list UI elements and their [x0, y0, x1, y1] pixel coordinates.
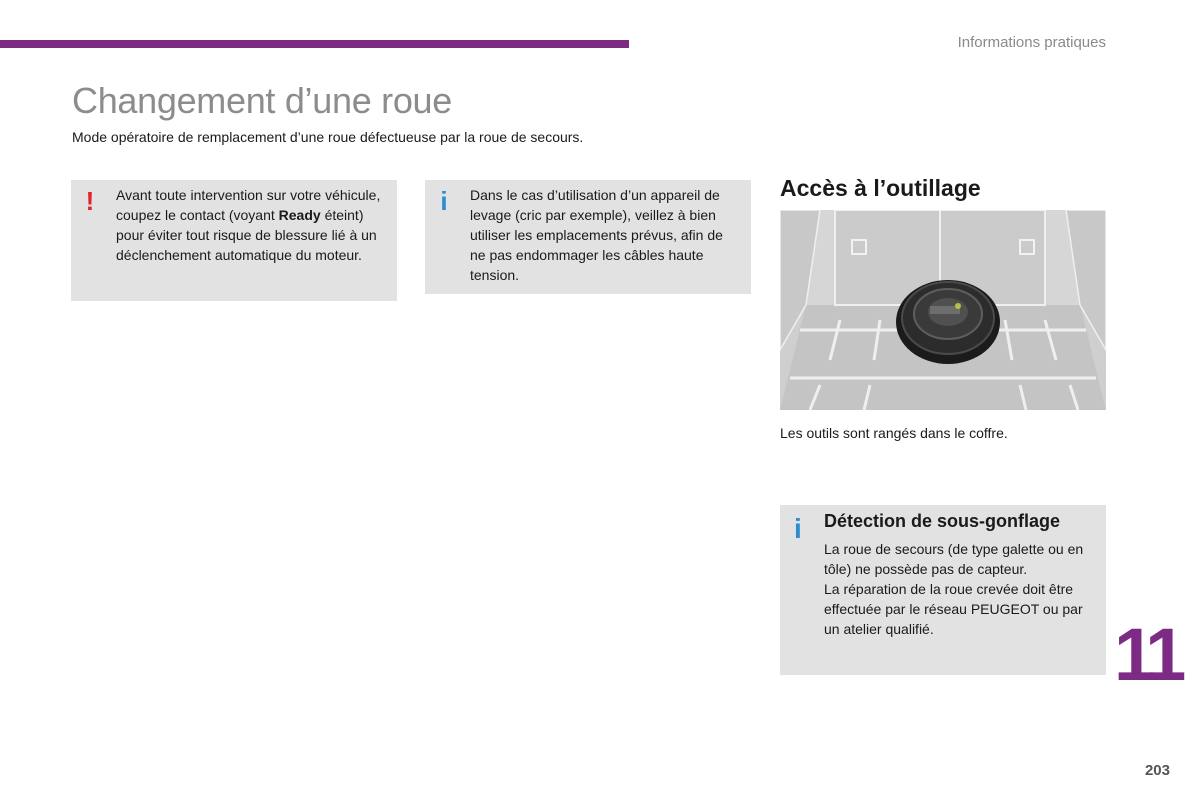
- section-label: Informations pratiques: [957, 34, 1106, 51]
- warning-text: Avant toute intervention sur votre véhicule, coupez le contact (voyant Ready éteint) pour éviter tout risque de blessure lié à un déclenchement automatique du moteur.: [116, 187, 381, 263]
- info-notice: [425, 180, 751, 294]
- underinflation-info-box: [780, 505, 1106, 675]
- info-text: Dans le cas d’utilisation d’un appareil de levage (cric par exemple), veillez à bien utiliser les emplacements prévus, afin de ne pas endommager les câbles haute tension.: [470, 187, 723, 283]
- trunk-spare-wheel-drawing: [780, 210, 1106, 410]
- warning-notice: [71, 180, 397, 301]
- page-number: 203: [1144, 762, 1170, 779]
- exclamation-icon: !: [85, 186, 95, 216]
- tools-caption: Les outils sont rangés dans le coffre.: [780, 425, 1008, 441]
- ready-keyword: Ready: [278, 207, 321, 223]
- tools-heading: Accès à l’outillage: [780, 175, 981, 201]
- underinflation-body: La roue de secours (de type galette ou en tôle) ne possède pas de capteur. La réparation de la roue crevée doit être effectuée par le réseau PEUGEOT ou par un atelier qualifié.: [824, 541, 1084, 637]
- info-icon: i: [794, 513, 802, 544]
- header-accent-bar: [0, 40, 629, 48]
- page-subtitle: Mode opératoire de remplacement d’une roue défectueuse par la roue de secours.: [72, 129, 584, 145]
- page-title: Changement d’une roue: [72, 80, 452, 121]
- underinflation-title: Détection de sous-gonflage: [824, 511, 1061, 531]
- info-icon: i: [440, 186, 448, 216]
- chapter-number: 11: [1114, 613, 1181, 696]
- trunk-illustration: [780, 210, 1106, 410]
